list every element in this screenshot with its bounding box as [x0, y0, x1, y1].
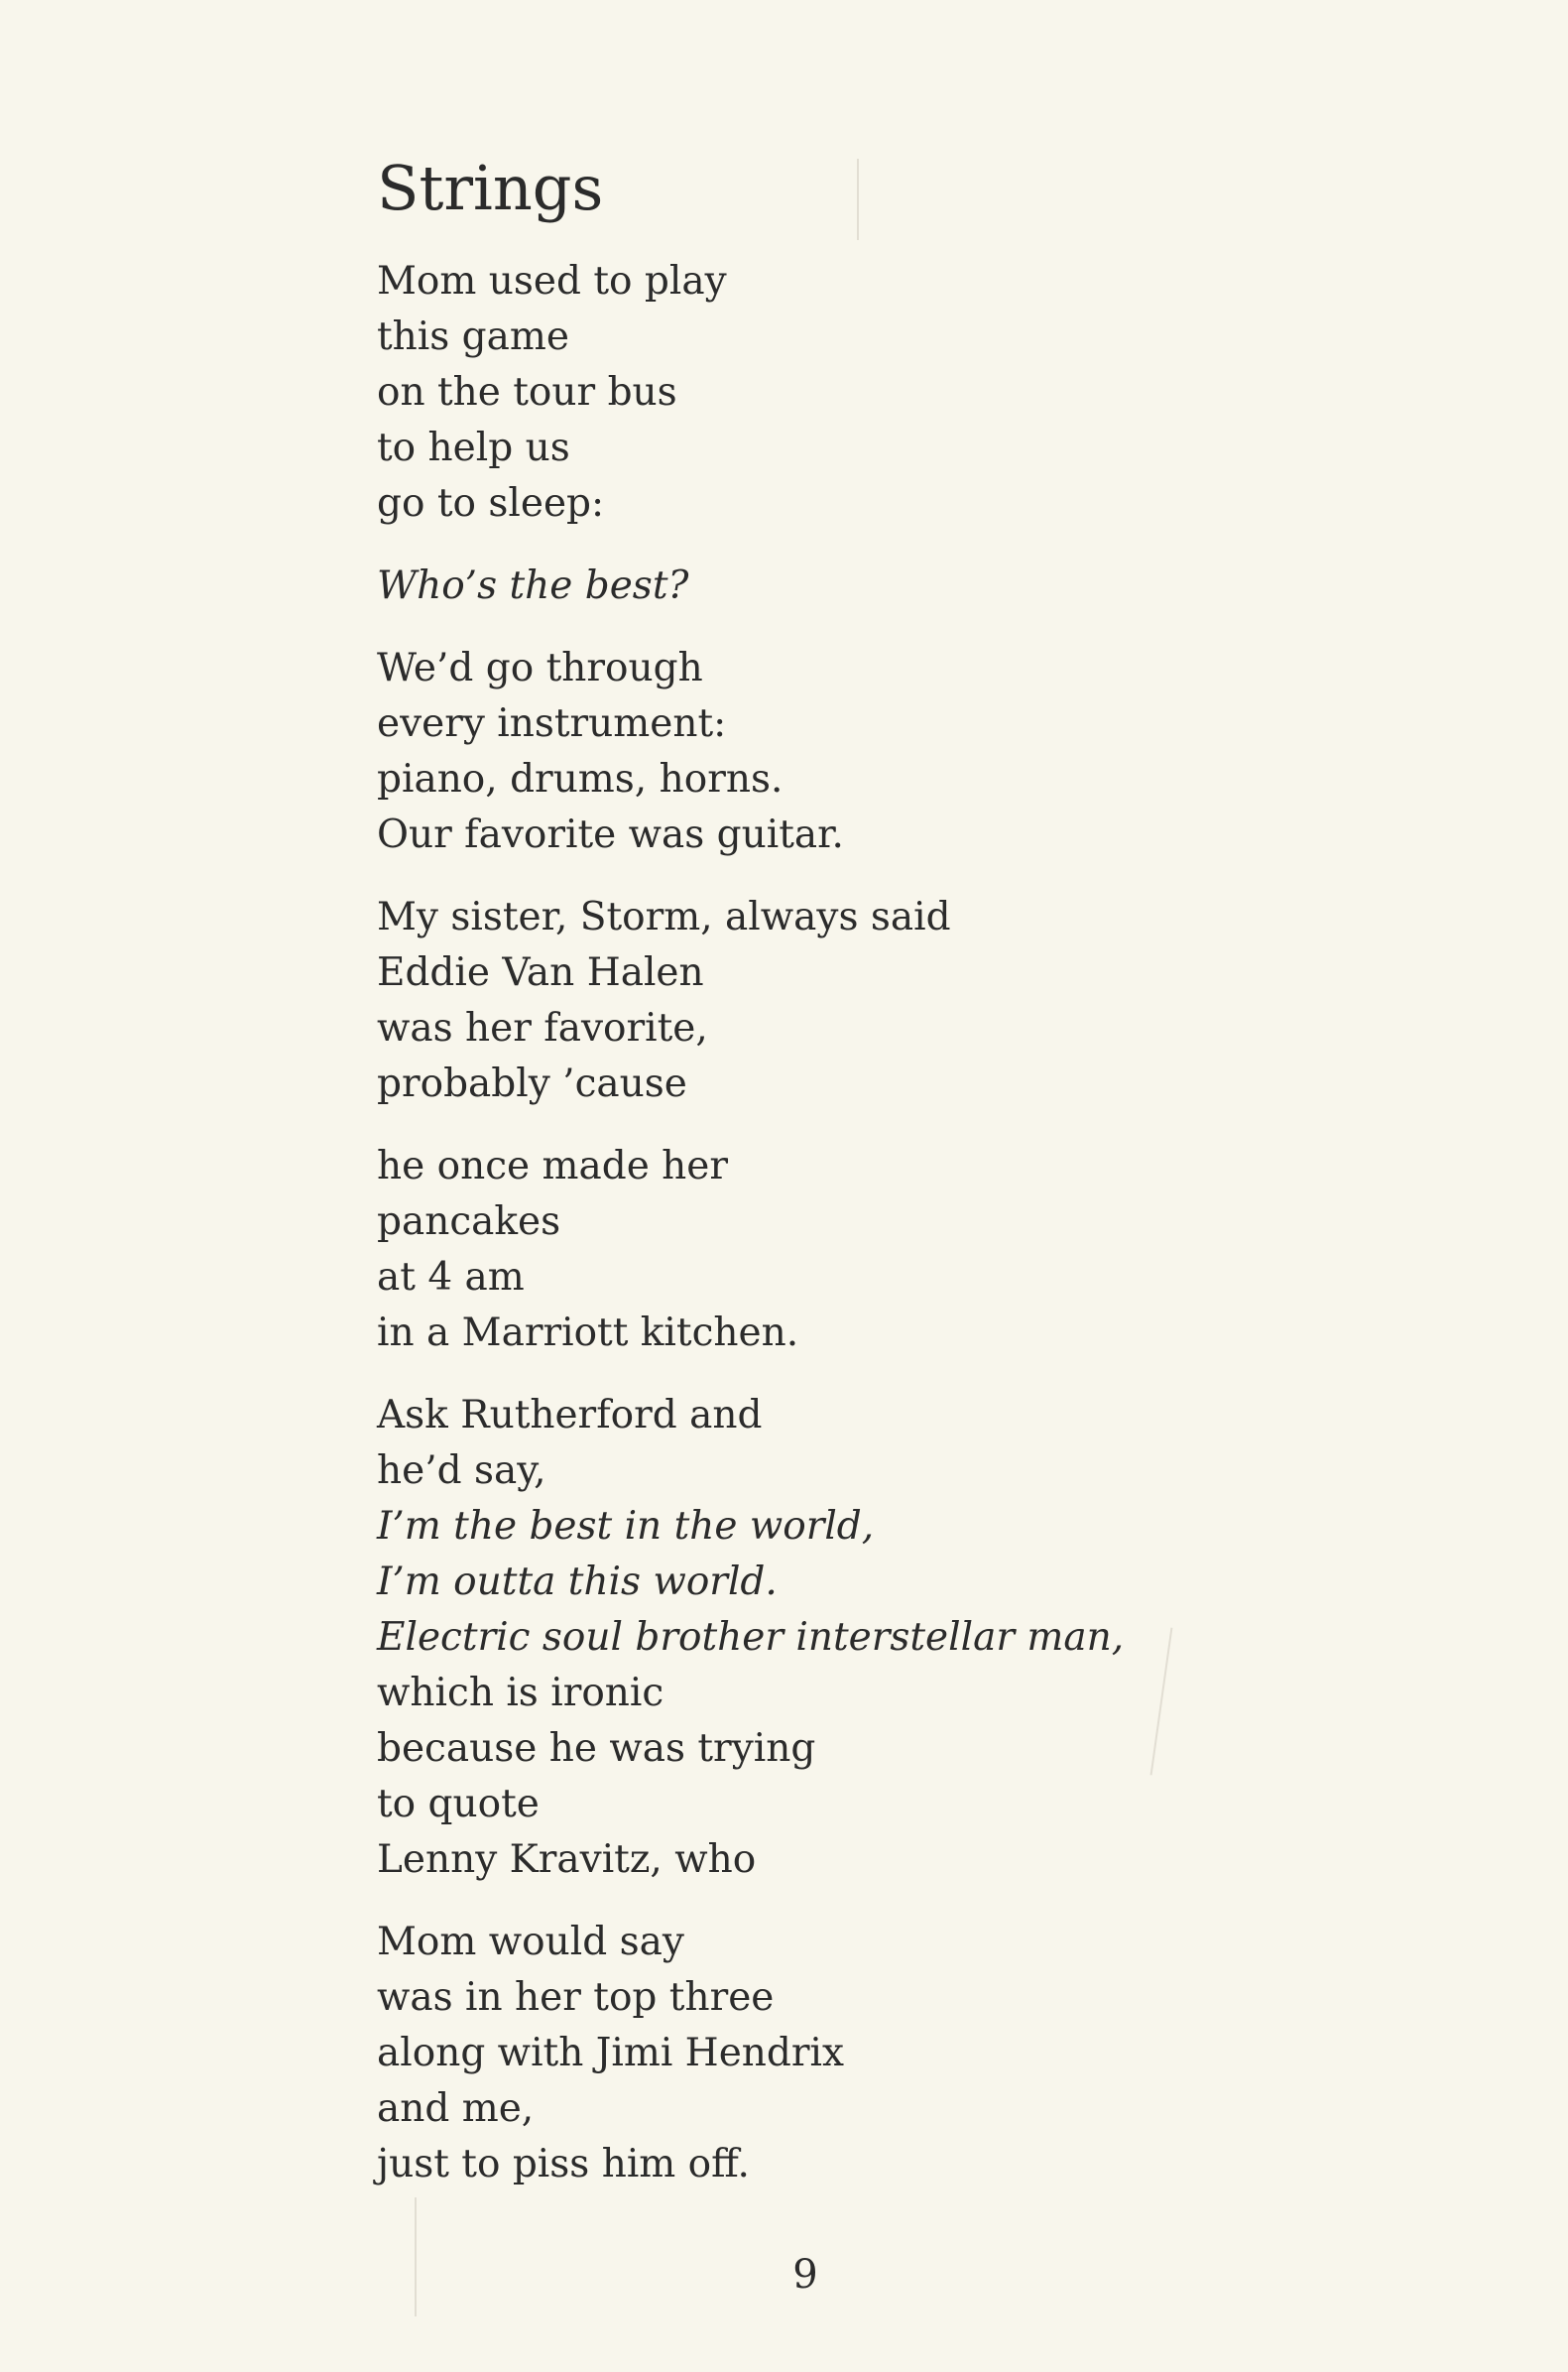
stanza: [377, 1915, 1369, 2192]
poem-line: Who’s the best?: [377, 563, 689, 608]
poem-line: just to piss him off.: [377, 2142, 750, 2186]
stanza: [377, 559, 1369, 614]
poem-line: Lenny Kravitz, who: [377, 1837, 757, 1882]
poem-line: was in her top three: [377, 1975, 775, 2020]
poem-line: this game: [377, 314, 569, 359]
poem-line: Electric soul brother interstellar man,: [377, 1615, 1125, 1660]
poem-line: which is ironic: [377, 1671, 664, 1715]
poem-body: [377, 254, 1369, 2219]
poem-line: because he was trying: [377, 1726, 816, 1771]
poem-line: along with Jimi Hendrix: [377, 2031, 844, 2075]
scan-mark: [857, 159, 859, 240]
poem-line: Mom would say: [377, 1920, 684, 1964]
poem-line: every instrument:: [377, 701, 727, 746]
scan-mark: [415, 2197, 417, 2316]
stanza: [377, 1388, 1369, 1888]
poem-line: My sister, Storm, always said: [377, 895, 951, 939]
poem-line: We’d go through: [377, 646, 703, 690]
poem-line: Eddie Van Halen: [377, 950, 704, 995]
poem-line: Mom used to play: [377, 259, 727, 304]
poem-line: at 4 am: [377, 1255, 525, 1300]
poem-line: he’d say,: [377, 1448, 546, 1493]
poem-line: was her favorite,: [377, 1006, 708, 1051]
poem-line: go to sleep:: [377, 481, 605, 526]
poem-line: probably ’cause: [377, 1061, 687, 1106]
stanza: [377, 890, 1369, 1112]
poem-line: I’m outta this world.: [377, 1560, 778, 1604]
poem-line: in a Marriott kitchen.: [377, 1311, 799, 1355]
poem-line: on the tour bus: [377, 370, 677, 415]
poem-title: Strings: [377, 152, 604, 224]
poem-line: piano, drums, horns.: [377, 757, 784, 802]
stanza: [377, 1139, 1369, 1361]
poem-line: I’m the best in the world,: [377, 1504, 875, 1549]
poem-line: to help us: [377, 426, 570, 470]
poem-line: he once made her: [377, 1144, 729, 1188]
stanza: [377, 254, 1369, 532]
poem-line: pancakes: [377, 1199, 561, 1244]
poem-line: to quote: [377, 1782, 540, 1826]
poem-line: Ask Rutherford and: [377, 1393, 763, 1437]
page-number: 9: [792, 2252, 818, 2298]
stanza: [377, 641, 1369, 863]
poem-line: Our favorite was guitar.: [377, 812, 844, 857]
poem-line: and me,: [377, 2086, 535, 2131]
